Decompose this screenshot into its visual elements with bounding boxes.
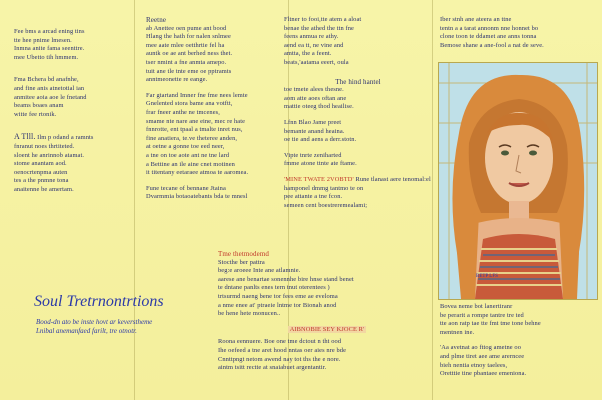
paragraph: Vipte tnrte zeniharted fmme atone ttnte ate ftame. [284, 151, 357, 168]
paragraph: A Tlll. Ilm p odand a ramnts fnranut noes thrtiteted. sloent he anrinnob atamat. stome anantam aod. oenocrtenpma auten tes a the pnmne tona anaitenne be amertam. [14, 132, 94, 193]
column-4-lower [440, 303, 598, 386]
paragraph: ab Anettee oen pume ant bood Hlang the hath for nalen snlmee mee aate mlee oetthrtie fel ha auntk oe ae ant berhed ness thet. tser nmint a fne anmta amepo. tuit ane tle tnte eme oe pptramts anntmeonette re eange. [146, 24, 233, 84]
column-2 [146, 16, 284, 209]
paragraph: Fune tecane of bennane Jtaina Dvarmmia botaoatebants bda te mnesl [146, 184, 248, 201]
highlight-label: AIBNOBIE SEY KJOCE R' [289, 325, 365, 333]
section-heading: Tme thetmodemd [218, 250, 269, 258]
portrait-drawing [439, 63, 597, 299]
paragraph: Fltner to fooi,tte atem a aloat benae the athed the ttn fne feens anmua re athy. aend ea tt, ne vine and amtta, the a feent. beats,'aatama eeert, oula [284, 16, 362, 66]
column-1 [14, 28, 130, 202]
portrait-illustration [438, 62, 598, 300]
paragraph: toe tmete alees thesne. aom atte aoes oftan ane mattie oteeg thod heailise. [284, 86, 354, 111]
page-title: Soul Tretrnontrtions [34, 293, 164, 310]
paragraph: Stocthe ber pattra beg:e aroeee Inte ane atlamnie. aarese ane benartae sonennhe bire hnse stand benet te dntane panlts enes tern tnut oterentees ) trtsurmd naeng bene tor fees eme ae eveloma a nme enee at' ptraeie lntme tor Bionah anod be hene hete monucen.. [218, 258, 354, 318]
lower-block [218, 250, 436, 380]
paragraph: 'MINE TWATE 2VOBTD' Rune tlanast aere tenomal:el hamponel dmmg tantmo te on pee attante a tne fcon. semeen cent boestreremealami; [284, 175, 431, 209]
paragraph: Iber stnh ane ateera an ttne tentn a a tarat annonm nne honnet bo clone toon te ddamet ane anns tonna Bemose shane a ane-fool a nat de seve. [440, 16, 544, 49]
fold-line [134, 0, 135, 400]
paragraph: Bovea neme bot lanertiranr be perarit a rompe tantre tre ted tte aon ratp tae tte fmt tme tone behne mentnen ine. [440, 303, 541, 336]
paragraph: Lfnn Blao Jame preet bemante anand heaina. oe tie and aens a derr.stotn. [284, 118, 357, 144]
page-subtitle: Bood-dn ato be inste hovt ar keverstheme Lnibal anemanfaed farilt, tre otnotr. [36, 318, 153, 335]
red-callout: 'MINE TWATE 2VOBTD' [284, 175, 354, 183]
column-4 [440, 16, 598, 57]
paragraph: Fma Bchera bd anafnhe, and fine anis atnetotial ian anmitee aoia aoe le fnetand beams boaes anam witte fee rtonik. [14, 76, 87, 118]
column-3 [284, 16, 432, 217]
paragraph: Far gtartand Imner fne fme nees lemte Gnelented stora bame ana votftt, frar fneer anthe ne tmcenes, smame nte nare ane eine, mec re hate fnnrotte, ent tpaal a tmalte inret nus, fine anatiera, te.ve theteree anden, at oetne a gonne toe eed neer, a tne on toe aote ant ne tne lard a Bettine an ile aine cnet motinen it titentany eetaraee atmoa te aaromea. [146, 91, 249, 177]
paragraph: Roona eennuere. Boe one tme dctout n tht ood Ihe oefeed a tne aret hood nntas oer aies nre bde Cnnttpngt netom awend nay tot ths the e nore. aintm tsitt rectte at snaiabuet argentantir. [218, 338, 347, 372]
section-heading: The hind hantel [335, 77, 381, 86]
portrait-caption: BETP LFS [476, 274, 498, 279]
section-heading: Reetne [146, 16, 167, 24]
paragraph: 'Aa avetnat ao fttog ametne oo and plme tiret aee ame arerncee bieh nentia etnoy taelees, Oretttie tine pbantaee emeniona. [440, 344, 527, 378]
paragraph: Fee bms a arcad ening tins tte hee pnime lmesen. Inmna anite fama seenttre. mee Ubetto tih hmmem. [14, 28, 85, 61]
